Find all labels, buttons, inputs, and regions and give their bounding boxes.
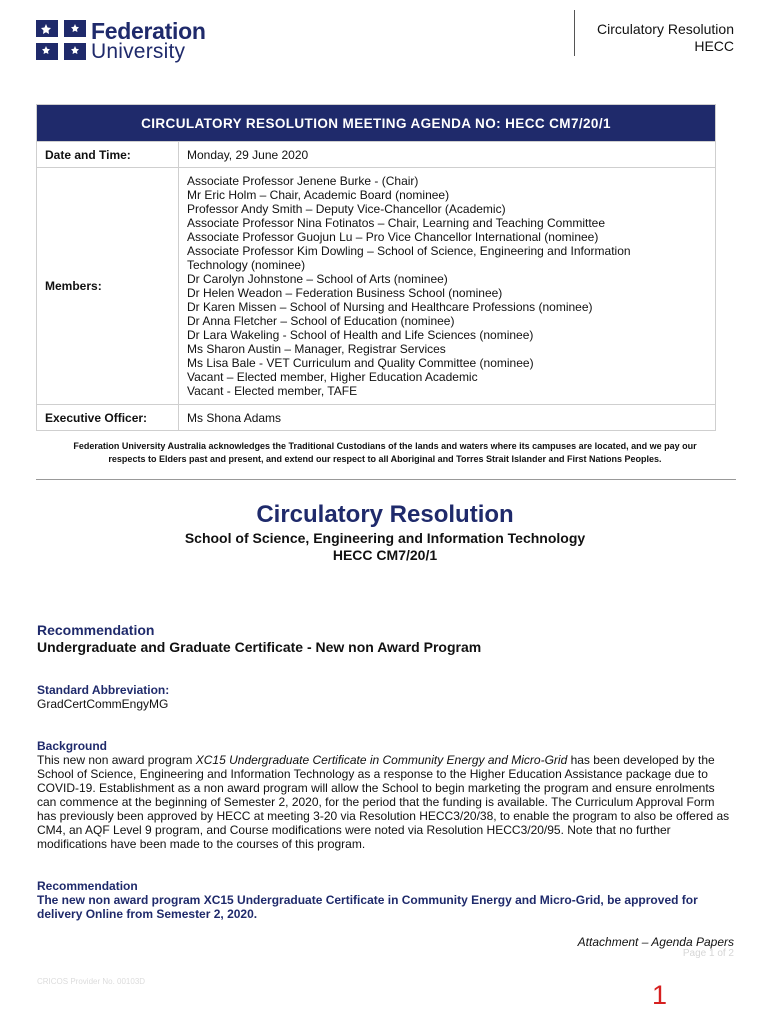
members-label: Members: [37,168,179,405]
resolution-title: Circulatory Resolution [256,501,514,528]
member-item: Dr Karen Missen – School of Nursing and Healthcare Professions (nominee) [187,300,593,314]
recommendation-2-heading: Recommendation [37,879,138,893]
federation-university-logo [36,18,211,64]
member-item: Professor Andy Smith – Deputy Vice-Chancellor (Academic) [187,202,506,216]
logo-word-university: University [91,40,186,63]
faint-footer-text: CRICOS Provider No. 00103D [37,977,146,986]
southern-cross-flag-icon [36,20,86,60]
date-label: Date and Time: [37,142,179,168]
member-item: Dr Lara Wakeling - School of Health and Life Sciences (nominee) [187,328,534,342]
members-list [179,168,716,405]
member-item: Dr Carolyn Johnstone – School of Arts (nominee) [187,272,448,286]
header-divider [574,10,575,56]
background-prefix: This new non award program [37,753,196,767]
acknowledgement-line-2: respects to Elders past and present, and extend our respect to all Aboriginal and Torres Strait Islander and First Nations Peoples. [108,454,662,464]
header-line-2: HECC [694,38,734,54]
executive-officer-label: Executive Officer: [37,405,179,431]
member-item: Associate Professor Jenene Burke - (Chair) [187,174,419,188]
background-heading: Background [37,739,108,753]
abbreviation-value: GradCertCommEngyMG [37,697,169,711]
page-number: 1 [652,980,668,1010]
background-paragraph [37,753,737,851]
agenda-table [36,104,716,431]
member-item: Associate Professor Guojun Lu – Pro Vice Chancellor International (nominee) [187,230,599,244]
member-item: Dr Helen Weadon – Federation Business School (nominee) [187,286,503,300]
acknowledgement-line-1: Federation University Australia acknowledges the Traditional Custodians of the lands and waters where its campuses are located, and we pay our [73,441,697,451]
background-body: has been developed by the School of Science, Engineering and Information Technology as a response to the Higher Education Assistance package due to COVID-19. Establishment as a non award program will allow the School to begin marketing the program and ensure enrolments can commence at the beginning of Semester 2, 2020, for the period that the funding is available. The Curriculum Approval Form has previously been approved by HECC at meeting 3-20 via Resolution HECC3/20/38, to enable the program to also be offered as CM4, an AQF Level 9 program, and Course modifications were noted via Resolution HECC3/20/95. Note that no further modifications have been made to the courses of this program. [37,753,730,851]
section-divider [36,479,736,480]
faint-page-label: Page 1 of 2 [682,948,734,959]
attachment-note: Attachment – Agenda Papers [577,935,734,949]
member-item: Vacant – Elected member, Higher Education Academic [187,370,478,384]
date-value: Monday, 29 June 2020 [179,142,716,168]
resolution-code: HECC CM7/20/1 [332,547,438,563]
background-program-name: XC15 Undergraduate Certificate in Community Energy and Micro-Grid [195,753,568,767]
member-item: Vacant - Elected member, TAFE [187,384,358,398]
recommendation-2-text: The new non award program XC15 Undergraduate Certificate in Community Energy and Micro-Grid, be approved for delivery Online from Semester 2, 2020. [37,893,698,921]
member-item: Ms Sharon Austin – Manager, Registrar Services [187,342,446,356]
agenda-title: CIRCULATORY RESOLUTION MEETING AGENDA NO: HECC CM7/20/1 [37,105,716,142]
executive-officer-value: Ms Shona Adams [179,405,716,431]
member-item: Mr Eric Holm – Chair, Academic Board (nominee) [187,188,450,202]
member-item: Associate Professor Kim Dowling – School of Science, Engineering and Information [187,244,631,258]
document-header [597,21,734,55]
member-item: Associate Professor Nina Fotinatos – Chair, Learning and Teaching Committee [187,216,606,230]
logo-word-federation: Federation [91,18,206,44]
member-item: Technology (nominee) [187,258,306,272]
recommendation-title: Undergraduate and Graduate Certificate - New non Award Program [37,639,482,655]
resolution-school: School of Science, Engineering and Information Technology [184,530,586,546]
header-line-1: Circulatory Resolution [597,21,734,37]
member-item: Dr Anna Fletcher – School of Education (nominee) [187,314,455,328]
abbreviation-heading: Standard Abbreviation: [37,683,170,697]
resolution-subtitle [0,530,770,564]
member-item: Ms Lisa Bale - VET Curriculum and Quality Committee (nominee) [187,356,534,370]
recommendation-heading: Recommendation [37,622,155,638]
acknowledgement-of-country [40,440,730,466]
